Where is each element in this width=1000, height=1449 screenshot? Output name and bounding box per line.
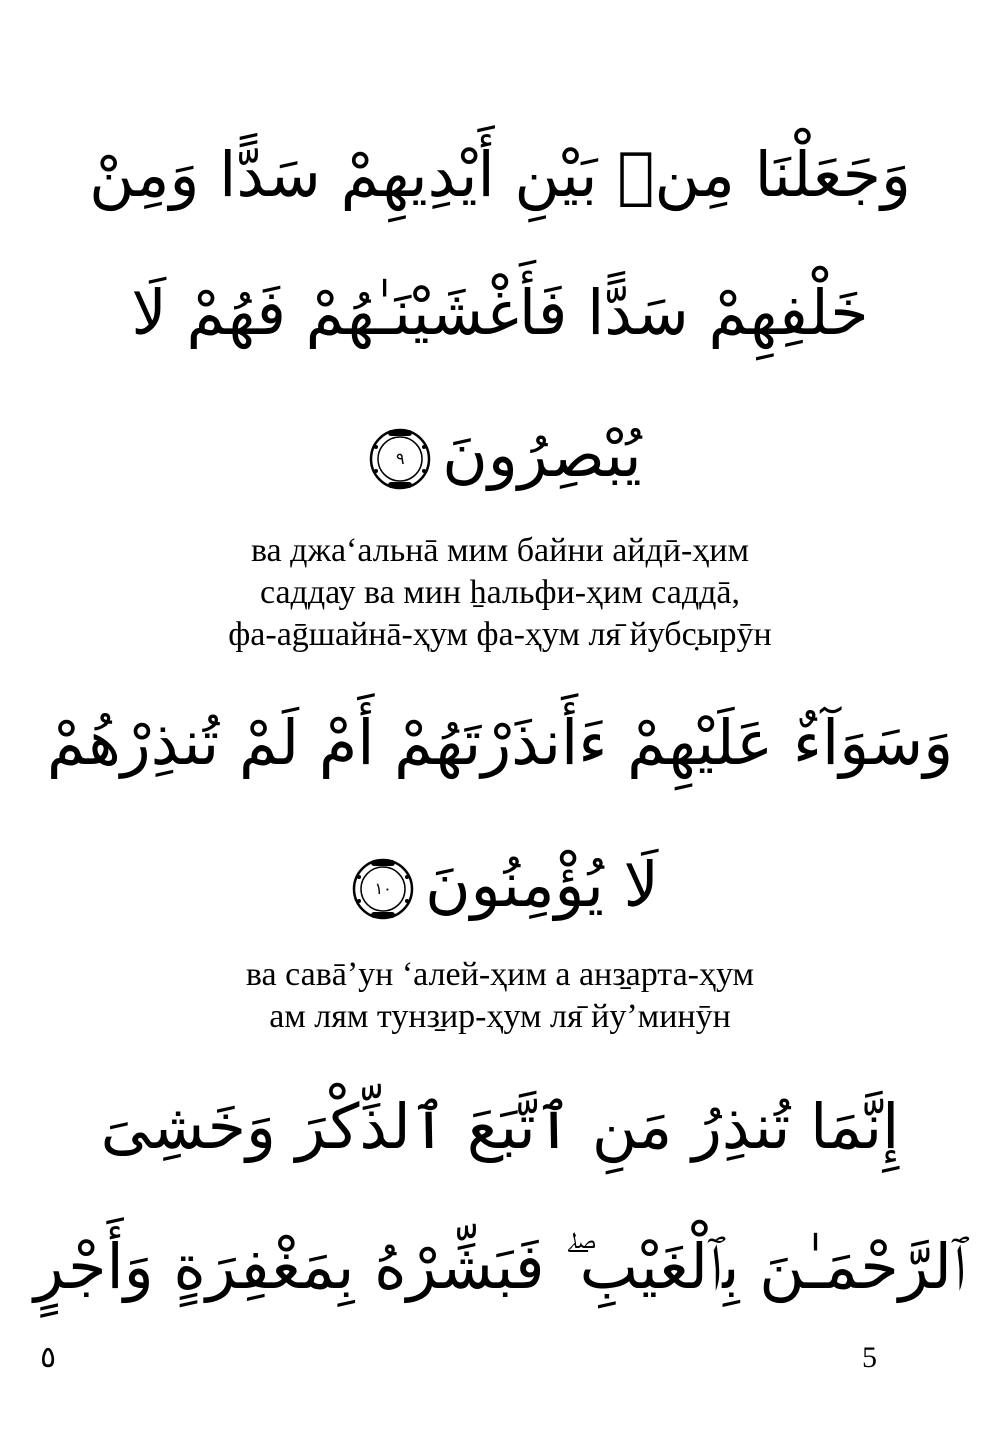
verse-9-arabic-line-1: وَجَعَلْنَا مِنۢ بَيْنِ أَيْدِيهِمْ سَدًّا وَمِنْ — [89, 138, 911, 211]
verse-10-arabic-line-2 — [0, 840, 1000, 930]
verse-9-translit-line-3: фа-аḡшайнā-ҳум фа-ҳум ля̄ йубс̣ырӯн — [228, 616, 772, 653]
verse-9-arabic-line-3 — [0, 410, 1000, 500]
verse-11-arabic-line-2: ٱلرَّحْمَـٰنَ بِٱلْغَيْبِ ۖ فَبَشِّرْهُ بِمَغْفِرَةٍ وَأَجْرٍ — [33, 1230, 967, 1303]
ayah-end-marker-10 — [351, 857, 415, 921]
verse-9-arabic-line-2: خَلْفِهِمْ سَدًّا فَأَغْشَيْنَـٰهُمْ فَهُمْ لَا — [131, 276, 869, 349]
verse-9-arabic-ending: يُبْصِرُونَ — [442, 418, 642, 491]
verse-9-translit-line-2: саддау ва мин ẖальфи-ҳим саддā, — [259, 574, 741, 611]
verse-10-translit-line-2: ам лям тунз̱ир-ҳум ля̄ йуʼминӯн — [269, 998, 731, 1035]
ayah-number-10: ١٠ — [374, 878, 392, 898]
verse-9-translit-line-1: ва джаʻальнā мим байни айдӣ-ҳим — [250, 532, 750, 569]
ayah-number-9: ٩ — [395, 448, 405, 468]
ayah-end-marker-9 — [368, 427, 432, 491]
page-number-latin: 5 — [862, 1341, 877, 1374]
verse-10-arabic-line-1: وَسَوَآءٌ عَلَيْهِمْ ءَأَنذَرْتَهُمْ أَمْ لَمْ تُنذِرْهُمْ — [46, 706, 954, 779]
verse-10-arabic-ending: لَا يُؤْمِنُونَ — [425, 848, 659, 921]
verse-10-transliteration — [0, 954, 1000, 1038]
verse-9-transliteration — [0, 530, 1000, 656]
verse-10-translit-line-1: ва савāʼун ʻалей-ҳим а анз̱арта-ҳум — [245, 956, 755, 993]
verse-11-arabic-line-1: إِنَّمَا تُنذِرُ مَنِ ٱتَّبَعَ ٱلذِّكْرَ وَخَشِىَ — [100, 1090, 900, 1163]
page-number-arabic: ٥ — [40, 1340, 57, 1375]
